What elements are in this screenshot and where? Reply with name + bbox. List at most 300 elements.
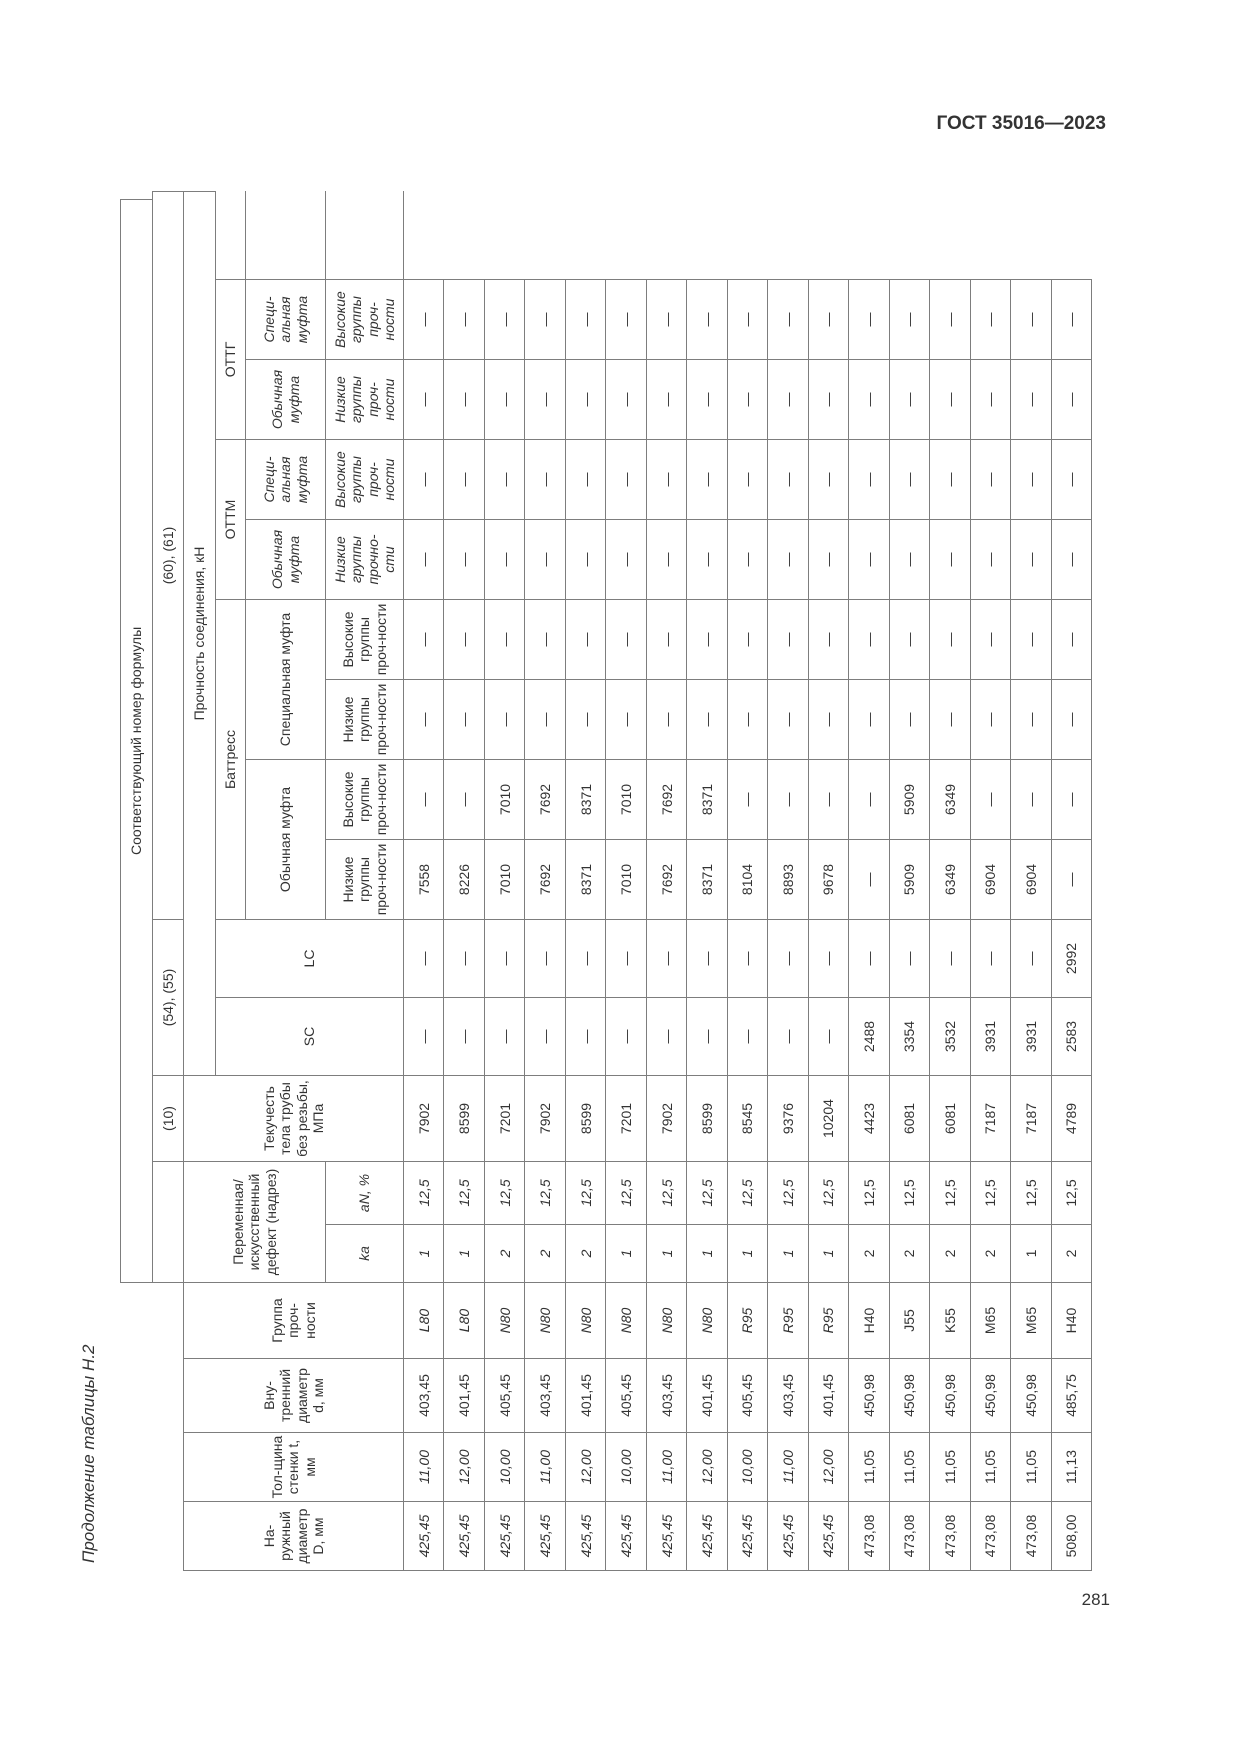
- cell-g1: —: [687, 360, 727, 440]
- cell-g1: —: [404, 360, 444, 440]
- header-wall-thickness: Тол-щина стенки t, мм: [184, 1433, 404, 1502]
- cell-b4: —: [808, 600, 848, 680]
- cell-ka: 1: [646, 1225, 686, 1283]
- cell-m2: —: [970, 440, 1010, 520]
- cell-b1: 7010: [484, 840, 524, 920]
- cell-ka: 1: [606, 1225, 646, 1283]
- cell-g2: —: [444, 280, 484, 360]
- cell-yield: 9376: [768, 1076, 808, 1162]
- cell-yield: 8599: [687, 1076, 727, 1162]
- cell-m2: —: [606, 440, 646, 520]
- cell-m1: —: [687, 520, 727, 600]
- cell-lc: —: [889, 920, 929, 998]
- cell-yield: 7187: [970, 1076, 1010, 1162]
- cell-group: R95: [808, 1283, 848, 1359]
- cell-b1: 6904: [1011, 840, 1051, 920]
- cell-lc: —: [970, 920, 1010, 998]
- cell-b1: 7558: [404, 840, 444, 920]
- cell-b2: —: [1051, 760, 1092, 840]
- cell-b1: 7692: [525, 840, 565, 920]
- cell-g1: —: [484, 360, 524, 440]
- cell-d: 403,45: [404, 1359, 444, 1433]
- table-caption: Продолжение таблицы Н.2: [79, 1344, 98, 1563]
- cell-t: 11,00: [646, 1433, 686, 1502]
- header-lc: LC: [216, 920, 404, 998]
- cell-t: 10,00: [484, 1433, 524, 1502]
- cell-m2: —: [930, 440, 970, 520]
- cell-sc: —: [727, 998, 767, 1076]
- header-blank-defect: [153, 1162, 184, 1283]
- cell-b1: —: [849, 840, 889, 920]
- cell-b3: —: [484, 680, 524, 760]
- cell-D: 425,45: [646, 1502, 686, 1571]
- cell-an: 12,5: [849, 1162, 889, 1225]
- cell-m2: —: [1011, 440, 1051, 520]
- cell-d: 485,75: [1051, 1359, 1092, 1433]
- cell-d: 450,98: [930, 1359, 970, 1433]
- header-low-ottm-regular: Низкие группы прочно-сти: [326, 520, 404, 600]
- cell-an: 12,5: [889, 1162, 929, 1225]
- table-row: [889, 192, 929, 1571]
- cell-g2: —: [930, 280, 970, 360]
- cell-an: 12,5: [646, 1162, 686, 1225]
- cell-b2: —: [970, 760, 1010, 840]
- cell-group: N80: [565, 1283, 605, 1359]
- cell-group: K55: [930, 1283, 970, 1359]
- table-row: [970, 192, 1010, 1571]
- cell-b1: 6904: [970, 840, 1010, 920]
- cell-g2: —: [727, 280, 767, 360]
- cell-b4: —: [970, 600, 1010, 680]
- cell-g1: —: [970, 360, 1010, 440]
- header-f10: (10): [153, 1076, 184, 1162]
- cell-g1: —: [565, 360, 605, 440]
- cell-b2: —: [727, 760, 767, 840]
- cell-D: 473,08: [889, 1502, 929, 1571]
- cell-an: 12,5: [525, 1162, 565, 1225]
- cell-sc: —: [404, 998, 444, 1076]
- cell-g2: —: [687, 280, 727, 360]
- cell-b4: —: [930, 600, 970, 680]
- cell-b3: —: [889, 680, 929, 760]
- data-table: [120, 191, 1092, 1571]
- cell-lc: —: [727, 920, 767, 998]
- header-high-ottm-special: Высокие группы проч-ности: [326, 440, 404, 520]
- cell-t: 11,05: [970, 1433, 1010, 1502]
- cell-b2: 6349: [930, 760, 970, 840]
- cell-b3: —: [768, 680, 808, 760]
- cell-b4: —: [1011, 600, 1051, 680]
- cell-b4: —: [687, 600, 727, 680]
- cell-lc: —: [484, 920, 524, 998]
- cell-yield: 7902: [404, 1076, 444, 1162]
- cell-b3: —: [565, 680, 605, 760]
- cell-m2: —: [727, 440, 767, 520]
- cell-ka: 2: [970, 1225, 1010, 1283]
- cell-t: 10,00: [727, 1433, 767, 1502]
- header-inner-diameter: Вну-тренний диаметр d, мм: [184, 1359, 404, 1433]
- cell-g1: —: [606, 360, 646, 440]
- cell-ka: 1: [727, 1225, 767, 1283]
- cell-m1: —: [970, 520, 1010, 600]
- cell-m2: —: [565, 440, 605, 520]
- cell-b4: —: [525, 600, 565, 680]
- cell-D: 508,00: [1051, 1502, 1092, 1571]
- document-standard-number: ГОСТ 35016—2023: [936, 113, 1106, 134]
- cell-ka: 2: [525, 1225, 565, 1283]
- cell-g1: —: [768, 360, 808, 440]
- cell-d: 405,45: [484, 1359, 524, 1433]
- cell-b3: —: [606, 680, 646, 760]
- cell-g2: —: [768, 280, 808, 360]
- table-row: [525, 192, 565, 1571]
- cell-group: J55: [889, 1283, 929, 1359]
- cell-group: H40: [1051, 1283, 1092, 1359]
- cell-group: M65: [1011, 1283, 1051, 1359]
- cell-b3: —: [808, 680, 848, 760]
- cell-d: 450,98: [889, 1359, 929, 1433]
- table-row: [646, 192, 686, 1571]
- cell-b3: —: [404, 680, 444, 760]
- cell-m2: —: [808, 440, 848, 520]
- cell-m2: —: [889, 440, 929, 520]
- cell-d: 450,98: [849, 1359, 889, 1433]
- cell-m2: —: [646, 440, 686, 520]
- cell-t: 12,00: [687, 1433, 727, 1502]
- header-ottm: ОТТМ: [216, 440, 246, 600]
- cell-sc: —: [646, 998, 686, 1076]
- cell-sc: —: [687, 998, 727, 1076]
- cell-yield: 8599: [565, 1076, 605, 1162]
- cell-group: N80: [646, 1283, 686, 1359]
- cell-lc: —: [525, 920, 565, 998]
- table-row: [404, 192, 444, 1571]
- header-yield: Текучесть тела трубы без резьбы, МПа: [184, 1076, 404, 1162]
- table-head: [121, 192, 404, 1571]
- table-row: [808, 192, 848, 1571]
- cell-g2: —: [1051, 280, 1092, 360]
- cell-g2: —: [565, 280, 605, 360]
- cell-ka: 1: [1011, 1225, 1051, 1283]
- header-blank: [121, 1283, 184, 1571]
- cell-b1: 8104: [727, 840, 767, 920]
- cell-ka: 2: [1051, 1225, 1092, 1283]
- cell-ka: 2: [930, 1225, 970, 1283]
- cell-b2: 8371: [687, 760, 727, 840]
- cell-b2: —: [849, 760, 889, 840]
- cell-b2: —: [768, 760, 808, 840]
- table-row: [1011, 192, 1051, 1571]
- cell-m1: —: [889, 520, 929, 600]
- cell-b2: 8371: [565, 760, 605, 840]
- cell-an: 12,5: [768, 1162, 808, 1225]
- cell-sc: —: [444, 998, 484, 1076]
- cell-D: 425,45: [565, 1502, 605, 1571]
- cell-b4: —: [565, 600, 605, 680]
- table-row: [849, 192, 889, 1571]
- cell-g1: —: [525, 360, 565, 440]
- cell-b3: —: [930, 680, 970, 760]
- cell-b3: —: [1011, 680, 1051, 760]
- cell-m1: —: [646, 520, 686, 600]
- cell-g1: —: [444, 360, 484, 440]
- cell-m2: —: [1051, 440, 1092, 520]
- cell-b2: 7692: [646, 760, 686, 840]
- cell-lc: —: [565, 920, 605, 998]
- cell-d: 403,45: [525, 1359, 565, 1433]
- cell-m2: —: [404, 440, 444, 520]
- cell-b4: —: [727, 600, 767, 680]
- cell-b3: —: [444, 680, 484, 760]
- header-high-bt-special: Высокие группы проч-ности: [326, 600, 404, 680]
- cell-b2: 7010: [484, 760, 524, 840]
- cell-m1: —: [1011, 520, 1051, 600]
- cell-t: 11,00: [404, 1433, 444, 1502]
- cell-m2: —: [525, 440, 565, 520]
- cell-b2: 7010: [606, 760, 646, 840]
- cell-group: M65: [970, 1283, 1010, 1359]
- cell-D: 473,08: [970, 1502, 1010, 1571]
- table-row: [768, 192, 808, 1571]
- cell-g2: —: [808, 280, 848, 360]
- cell-g1: —: [930, 360, 970, 440]
- cell-g1: —: [646, 360, 686, 440]
- cell-d: 405,45: [606, 1359, 646, 1433]
- cell-lc: —: [768, 920, 808, 998]
- cell-b4: —: [444, 600, 484, 680]
- header-ottg-regular: Обычная муфта: [246, 360, 326, 440]
- cell-m2: —: [484, 440, 524, 520]
- cell-d: 401,45: [565, 1359, 605, 1433]
- table-row: [444, 192, 484, 1571]
- cell-yield: 4789: [1051, 1076, 1092, 1162]
- header-low-ottg-regular: Низкие группы проч-ности: [326, 360, 404, 440]
- cell-b3: —: [970, 680, 1010, 760]
- cell-m1: —: [768, 520, 808, 600]
- cell-d: 401,45: [444, 1359, 484, 1433]
- cell-lc: —: [687, 920, 727, 998]
- cell-g2: —: [970, 280, 1010, 360]
- cell-yield: 8599: [444, 1076, 484, 1162]
- header-ottg-special: Специ-альная муфта: [246, 280, 326, 360]
- cell-lc: —: [1011, 920, 1051, 998]
- header-buttress-special: Специальная муфта: [246, 600, 326, 760]
- cell-ka: 1: [808, 1225, 848, 1283]
- cell-b2: —: [1011, 760, 1051, 840]
- cell-m1: —: [444, 520, 484, 600]
- cell-group: H40: [849, 1283, 889, 1359]
- cell-an: 12,5: [444, 1162, 484, 1225]
- cell-m1: —: [606, 520, 646, 600]
- cell-an: 12,5: [404, 1162, 444, 1225]
- cell-sc: —: [484, 998, 524, 1076]
- cell-m1: —: [525, 520, 565, 600]
- cell-b1: 8893: [768, 840, 808, 920]
- cell-ka: 1: [444, 1225, 484, 1283]
- cell-g2: —: [889, 280, 929, 360]
- cell-D: 425,45: [808, 1502, 848, 1571]
- header-ka: ka: [326, 1225, 404, 1283]
- cell-m2: —: [768, 440, 808, 520]
- cell-yield: 4423: [849, 1076, 889, 1162]
- cell-b2: —: [404, 760, 444, 840]
- cell-group: R95: [768, 1283, 808, 1359]
- header-blank-right: [216, 192, 246, 280]
- cell-group: N80: [484, 1283, 524, 1359]
- header-ottm-special: Специ-альная муфта: [246, 440, 326, 520]
- cell-g2: —: [404, 280, 444, 360]
- cell-g2: —: [484, 280, 524, 360]
- cell-m1: —: [727, 520, 767, 600]
- cell-yield: 7201: [606, 1076, 646, 1162]
- cell-an: 12,5: [1051, 1162, 1092, 1225]
- cell-D: 425,45: [687, 1502, 727, 1571]
- header-low-bt-regular: Низкие группы проч-ности: [326, 840, 404, 920]
- cell-sc: 2488: [849, 998, 889, 1076]
- header-low-bt-special: Низкие группы проч-ности: [326, 680, 404, 760]
- cell-b3: —: [727, 680, 767, 760]
- cell-b1: 6349: [930, 840, 970, 920]
- cell-lc: —: [930, 920, 970, 998]
- cell-ka: 2: [889, 1225, 929, 1283]
- table-row: [606, 192, 646, 1571]
- cell-yield: 10204: [808, 1076, 848, 1162]
- cell-b2: —: [808, 760, 848, 840]
- cell-m1: —: [565, 520, 605, 600]
- cell-m1: —: [930, 520, 970, 600]
- cell-group: R95: [727, 1283, 767, 1359]
- header-joint-strength: Прочность соединения, кН: [184, 192, 216, 1076]
- cell-t: 11,00: [768, 1433, 808, 1502]
- cell-g1: —: [727, 360, 767, 440]
- cell-sc: 2583: [1051, 998, 1092, 1076]
- cell-ka: 2: [565, 1225, 605, 1283]
- table-row: [565, 192, 605, 1571]
- cell-m2: —: [687, 440, 727, 520]
- cell-yield: 7902: [525, 1076, 565, 1162]
- cell-d: 401,45: [687, 1359, 727, 1433]
- cell-ka: 1: [687, 1225, 727, 1283]
- header-sc: SC: [216, 998, 404, 1076]
- cell-sc: —: [525, 998, 565, 1076]
- header-high-bt-regular: Высокие группы проч-ности: [326, 760, 404, 840]
- cell-D: 473,08: [849, 1502, 889, 1571]
- cell-d: 401,45: [808, 1359, 848, 1433]
- cell-group: L80: [404, 1283, 444, 1359]
- header-f6061: (60), (61): [153, 192, 184, 920]
- cell-g1: —: [1011, 360, 1051, 440]
- cell-m1: —: [849, 520, 889, 600]
- cell-b1: 7692: [646, 840, 686, 920]
- cell-t: 12,00: [565, 1433, 605, 1502]
- cell-D: 473,08: [930, 1502, 970, 1571]
- cell-D: 425,45: [484, 1502, 524, 1571]
- cell-yield: 7902: [646, 1076, 686, 1162]
- cell-ka: 1: [768, 1225, 808, 1283]
- header-buttress: Баттресс: [216, 600, 246, 920]
- cell-g2: —: [1011, 280, 1051, 360]
- cell-m2: —: [849, 440, 889, 520]
- cell-t: 11,05: [930, 1433, 970, 1502]
- header-high-ottg-special: Высокие группы проч-ности: [326, 280, 404, 360]
- cell-m1: —: [484, 520, 524, 600]
- cell-b4: —: [404, 600, 444, 680]
- cell-d: 450,98: [970, 1359, 1010, 1433]
- cell-lc: 2992: [1051, 920, 1092, 998]
- cell-b4: —: [484, 600, 524, 680]
- cell-b3: —: [646, 680, 686, 760]
- table-row: [727, 192, 767, 1571]
- cell-b1: 8226: [444, 840, 484, 920]
- cell-D: 425,45: [525, 1502, 565, 1571]
- cell-b3: —: [687, 680, 727, 760]
- cell-g1: —: [808, 360, 848, 440]
- cell-D: 425,45: [606, 1502, 646, 1571]
- cell-lc: —: [404, 920, 444, 998]
- cell-g2: —: [606, 280, 646, 360]
- cell-yield: 6081: [889, 1076, 929, 1162]
- header-ottg: ОТТГ: [216, 280, 246, 440]
- cell-sc: 3532: [930, 998, 970, 1076]
- cell-t: 11,05: [889, 1433, 929, 1502]
- rotated-page-content: [68, 181, 1108, 1601]
- cell-b2: 7692: [525, 760, 565, 840]
- cell-an: 12,5: [930, 1162, 970, 1225]
- cell-b1: 7010: [606, 840, 646, 920]
- cell-b4: —: [606, 600, 646, 680]
- cell-an: 12,5: [687, 1162, 727, 1225]
- cell-an: 12,5: [727, 1162, 767, 1225]
- cell-sc: —: [768, 998, 808, 1076]
- cell-t: 11,05: [849, 1433, 889, 1502]
- cell-b4: —: [889, 600, 929, 680]
- cell-D: 425,45: [727, 1502, 767, 1571]
- cell-yield: 8545: [727, 1076, 767, 1162]
- cell-D: 425,45: [444, 1502, 484, 1571]
- cell-t: 11,13: [1051, 1433, 1092, 1502]
- cell-lc: —: [808, 920, 848, 998]
- cell-m1: —: [1051, 520, 1092, 600]
- header-blank-right-2: [246, 192, 326, 280]
- cell-g2: —: [525, 280, 565, 360]
- cell-b4: —: [849, 600, 889, 680]
- header-blank-right-3: [326, 192, 404, 280]
- cell-sc: 3931: [1011, 998, 1051, 1076]
- cell-b1: 5909: [889, 840, 929, 920]
- header-defect: Переменная/искусственный дефект (надрез): [184, 1162, 326, 1283]
- page-number: 281: [1081, 1590, 1110, 1609]
- header-f5455: (54), (55): [153, 920, 184, 1076]
- cell-lc: —: [646, 920, 686, 998]
- cell-g1: —: [889, 360, 929, 440]
- cell-D: 425,45: [404, 1502, 444, 1571]
- cell-D: 425,45: [768, 1502, 808, 1571]
- cell-ka: 2: [484, 1225, 524, 1283]
- header-strength-group: Группа проч-ности: [184, 1283, 404, 1359]
- cell-ka: 2: [849, 1225, 889, 1283]
- cell-m1: —: [404, 520, 444, 600]
- cell-b2: 5909: [889, 760, 929, 840]
- cell-b4: —: [646, 600, 686, 680]
- header-ottm-regular: Обычная муфта: [246, 520, 326, 600]
- cell-b4: —: [1051, 600, 1092, 680]
- cell-t: 11,00: [525, 1433, 565, 1502]
- cell-D: 473,08: [1011, 1502, 1051, 1571]
- cell-group: N80: [687, 1283, 727, 1359]
- table-row: [687, 192, 727, 1571]
- cell-lc: —: [444, 920, 484, 998]
- cell-t: 12,00: [444, 1433, 484, 1502]
